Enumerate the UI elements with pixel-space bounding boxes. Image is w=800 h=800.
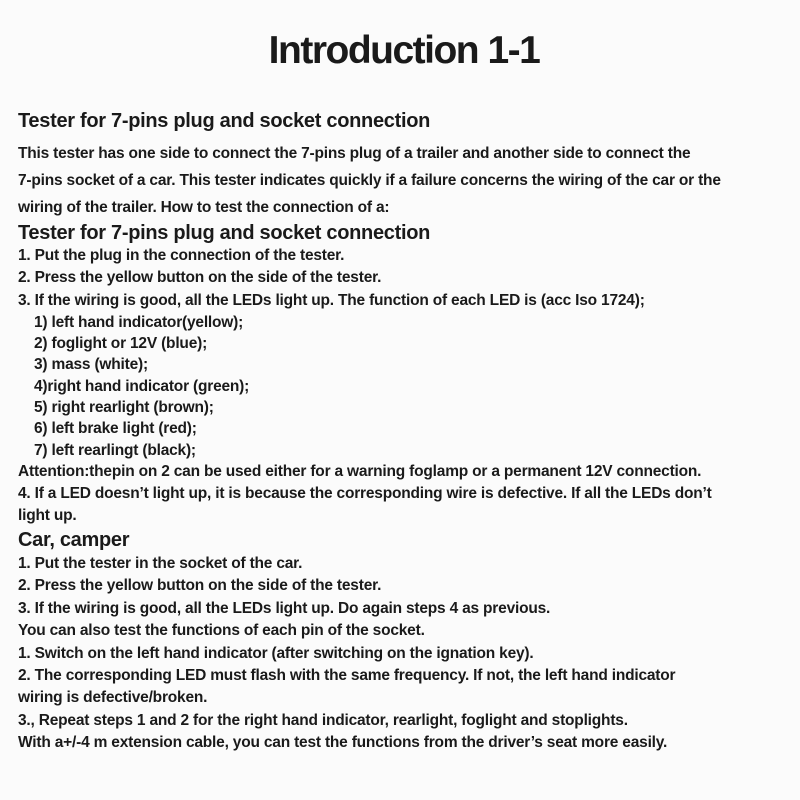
note-line: Attention:thepin on 2 can be used either for a warning foglamp or a permanent 12V connection. [18, 462, 702, 480]
section-heading-tester-procedure: Tester for 7-pins plug and socket connection [18, 222, 431, 244]
step-line: 3., Repeat steps 1 and 2 for the right hand indicator, rearlight, foglight and stoplights. [18, 711, 628, 729]
led-item: 6) left brake light (red); [34, 420, 197, 438]
step-line: With a+/-4 m extension cable, you can test the functions from the driver’s seat more easily. [18, 734, 668, 752]
step-line: 2. Press the yellow button on the side of the tester. [18, 577, 382, 595]
paragraph-line: wiring of the trailer. How to test the connection of a: [18, 199, 390, 216]
step-line: 3. If the wiring is good, all the LEDs light up. Do again steps 4 as previous. [18, 599, 551, 617]
led-item: 4)right hand indicator (green); [34, 377, 250, 395]
intro-paragraph [18, 140, 790, 221]
led-item: 3) mass (white); [34, 356, 148, 374]
step-line: 3. If the wiring is good, all the LEDs light up. The function of each LED is (acc Iso 1724); [18, 291, 645, 309]
step-line: You can also test the functions of each pin of the socket. [18, 622, 425, 640]
page-title: Introduction 1-1 [268, 29, 540, 72]
car-camper-steps [18, 553, 790, 755]
attention-notes [18, 461, 790, 527]
step-line: 2. The corresponding LED must flash with the same frequency. If not, the left hand indicator [18, 667, 676, 684]
led-item: 1) left hand indicator(yellow); [34, 313, 244, 331]
section-heading-car-camper: Car, camper [18, 528, 130, 551]
step-line: wiring is defective/broken. [18, 689, 208, 707]
document-page [0, 28, 800, 800]
step-line: 1. Put the plug in the connection of the tester. [18, 247, 345, 264]
step-line: 1. Switch on the left hand indicator (after switching on the ignation key). [18, 644, 534, 662]
paragraph-line: 7-pins socket of a car. This tester indicates quickly if a failure concerns the wiring of the car or the [18, 172, 721, 189]
led-item: 7) left rearlingt (black); [34, 441, 196, 459]
step-line: 1. Put the tester in the socket of the car. [18, 554, 303, 572]
note-line: light up. [18, 506, 77, 524]
led-item: 5) right rearlight (brown); [34, 399, 214, 417]
section-heading-tester-intro: Tester for 7-pins plug and socket connection [18, 110, 431, 132]
led-function-list [18, 312, 790, 461]
step-line: 2. Press the yellow button on the side of the tester. [18, 269, 382, 287]
trailer-steps [18, 245, 790, 312]
note-line: 4. If a LED doesn’t light up, it is because the corresponding wire is defective. If all the LEDs don’t [18, 484, 712, 502]
paragraph-line: This tester has one side to connect the 7-pins plug of a trailer and another side to connect the [18, 145, 691, 162]
led-item: 2) foglight or 12V (blue); [34, 335, 208, 353]
